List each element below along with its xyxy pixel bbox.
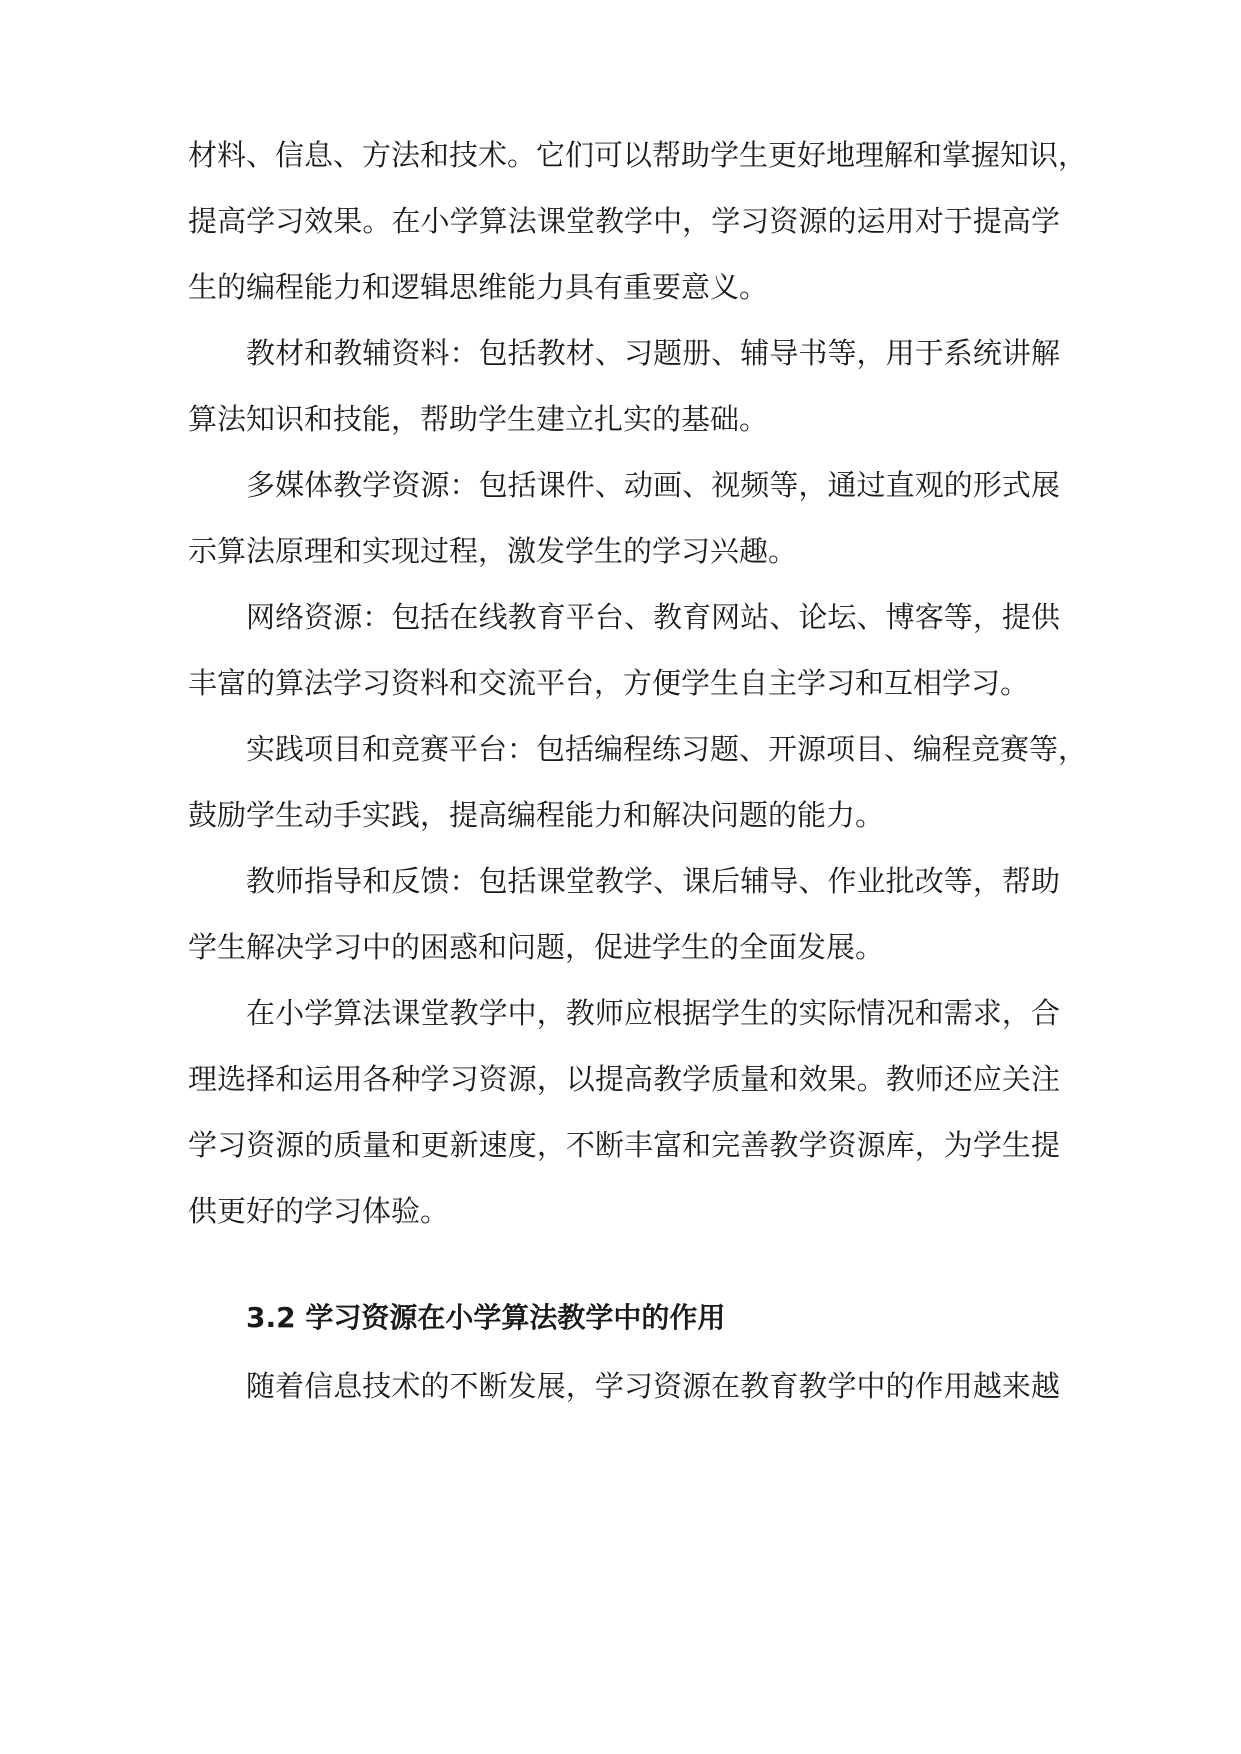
paragraph-line: 理选择和运用各种学习资源，以提高教学质量和效果。教师还应关注 — [188, 1062, 1060, 1096]
paragraph-line: 网络资源：包括在线教育平台、教育网站、论坛、博客等，提供 — [246, 600, 1060, 634]
paragraph-line: 多媒体教学资源：包括课件、动画、视频等，通过直观的形式展 — [246, 468, 1060, 502]
paragraph-line: 生的编程能力和逻辑思维能力具有重要意义。 — [188, 270, 769, 304]
paragraph-line: 学生解决学习中的困惑和问题，促进学生的全面发展。 — [188, 930, 885, 964]
paragraph-line: 提高学习效果。在小学算法课堂教学中，学习资源的运用对于提高学 — [188, 204, 1060, 238]
paragraph-line: 材料、信息、方法和技术。它们可以帮助学生更好地理解和掌握知识， — [188, 138, 1088, 172]
paragraph-line: 实践项目和竞赛平台：包括编程练习题、开源项目、编程竞赛等， — [246, 732, 1088, 766]
section-heading: 3.2 学习资源在小学算法教学中的作用 — [246, 1301, 726, 1334]
paragraph-line: 示算法原理和实现过程，激发学生的学习兴趣。 — [188, 534, 798, 568]
paragraph-line: 供更好的学习体验。 — [188, 1194, 450, 1228]
paragraph-line: 算法知识和技能，帮助学生建立扎实的基础。 — [188, 402, 769, 436]
paragraph-line: 丰富的算法学习资料和交流平台，方便学生自主学习和互相学习。 — [188, 666, 1030, 700]
paragraph-line: 在小学算法课堂教学中，教师应根据学生的实际情况和需求，合 — [246, 996, 1060, 1030]
paragraph-line: 随着信息技术的不断发展，学习资源在教育教学中的作用越来越 — [246, 1369, 1060, 1403]
paragraph-line: 鼓励学生动手实践，提高编程能力和解决问题的能力。 — [188, 798, 885, 832]
paragraph-line: 教材和教辅资料：包括教材、习题册、辅导书等，用于系统讲解 — [246, 336, 1060, 370]
paragraph-line: 教师指导和反馈：包括课堂教学、课后辅导、作业批改等，帮助 — [246, 864, 1060, 898]
paragraph-line: 学习资源的质量和更新速度，不断丰富和完善教学资源库，为学生提 — [188, 1128, 1060, 1162]
